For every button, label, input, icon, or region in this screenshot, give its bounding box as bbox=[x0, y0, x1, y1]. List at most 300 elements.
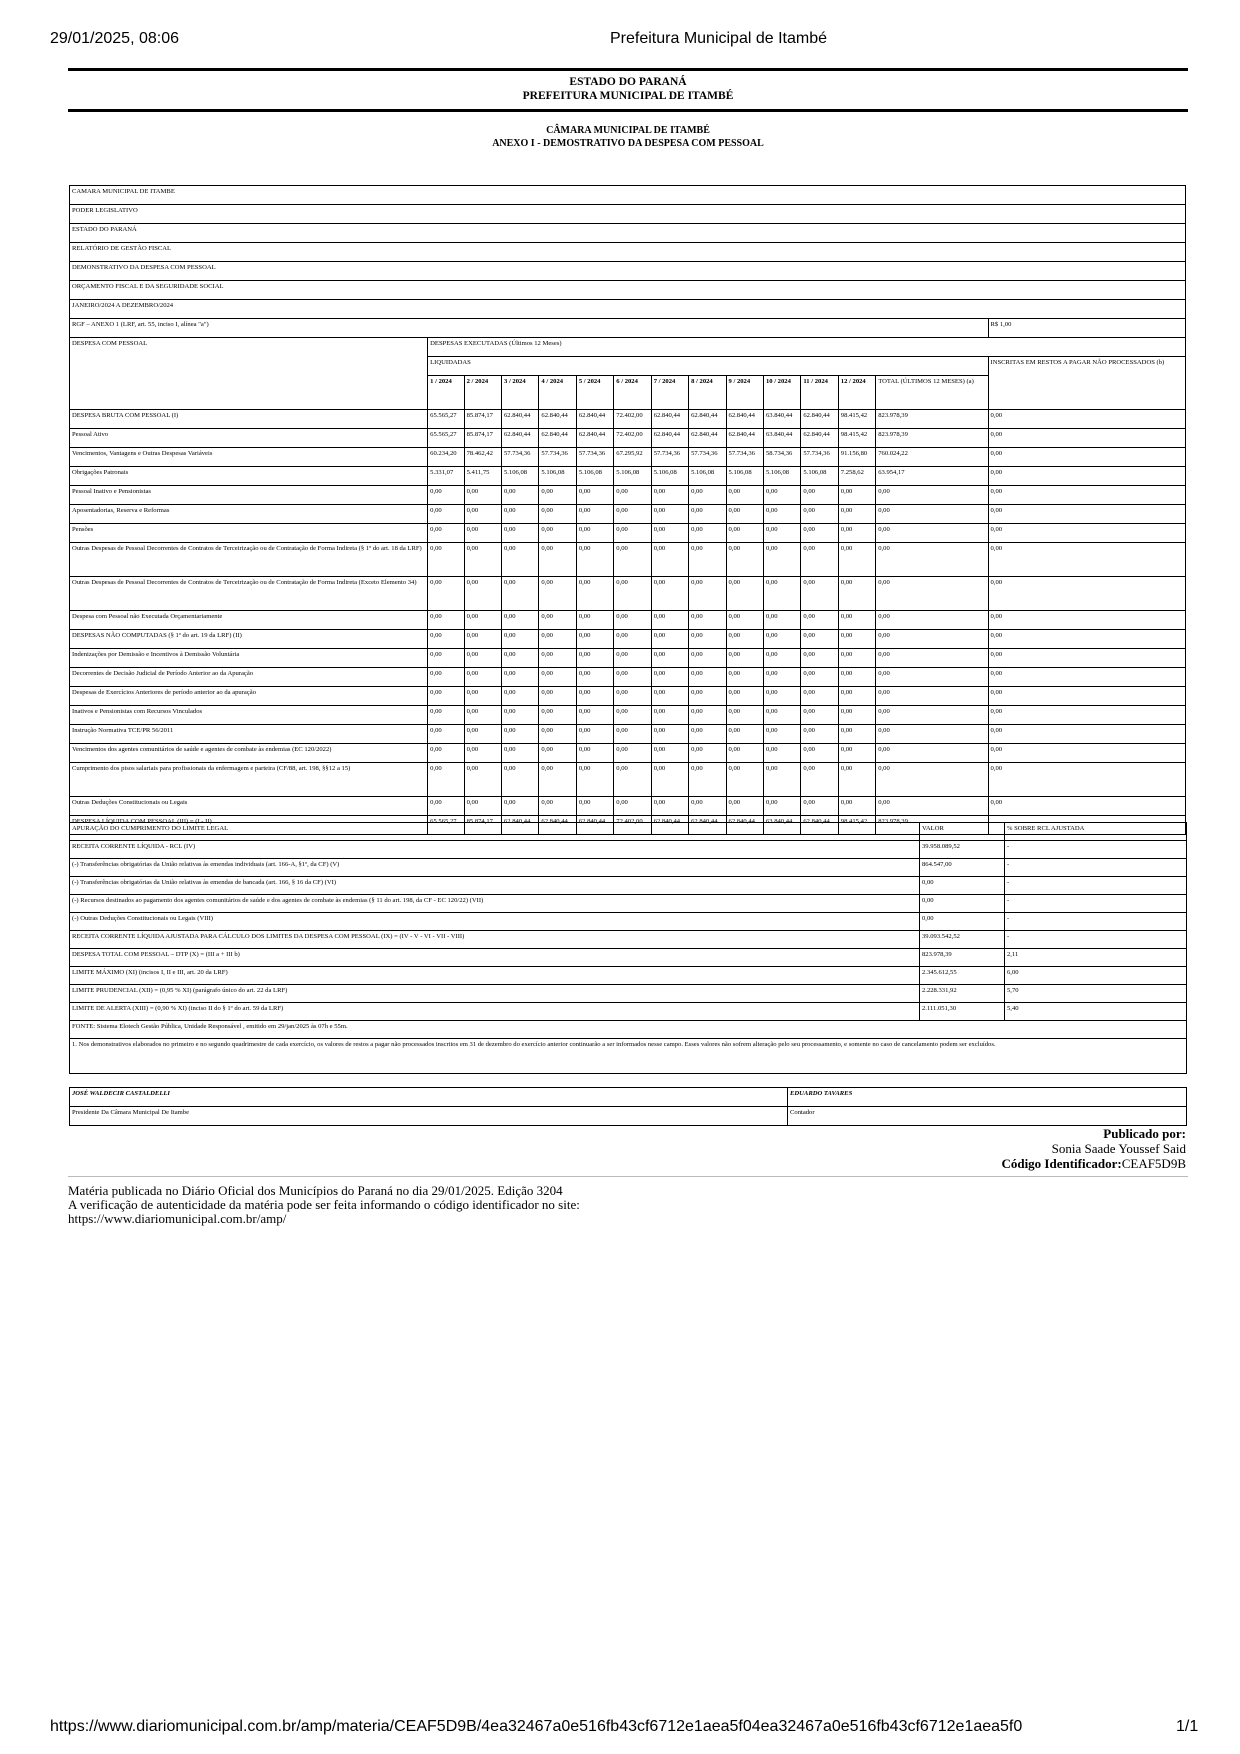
value-cell: 62.840,44 bbox=[689, 410, 726, 429]
footer-link[interactable]: https://www.diariomunicipal.com.br/amp/ bbox=[68, 1211, 287, 1226]
month-header: 9 / 2024 bbox=[726, 376, 763, 410]
value-cell: 57.734,36 bbox=[726, 448, 763, 467]
value-cell: 0,00 bbox=[464, 611, 501, 630]
value-cell: 0,00 bbox=[464, 668, 501, 687]
value-cell: 0,00 bbox=[801, 505, 838, 524]
value-cell: 0,00 bbox=[502, 543, 539, 577]
value-cell: 0,00 bbox=[726, 706, 763, 725]
info-cell: RELATÓRIO DE GESTÃO FISCAL bbox=[70, 243, 1186, 262]
value-cell: 0,00 bbox=[801, 577, 838, 611]
value-cell: 62.840,44 bbox=[726, 410, 763, 429]
value-cell: 91.156,80 bbox=[838, 448, 875, 467]
table-row bbox=[70, 611, 1186, 630]
value-cell: 0,00 bbox=[763, 706, 800, 725]
value-cell: 62.840,44 bbox=[502, 429, 539, 448]
table-row bbox=[70, 668, 1186, 687]
value-cell: 0,00 bbox=[464, 763, 501, 797]
value-cell: 0,00 bbox=[876, 649, 988, 668]
month-header: 3 / 2024 bbox=[502, 376, 539, 410]
value-cell: 7.258,62 bbox=[838, 467, 875, 486]
value-cell: 0,00 bbox=[801, 797, 838, 816]
value-cell: 0,00 bbox=[801, 543, 838, 577]
value-cell: 0,00 bbox=[539, 505, 576, 524]
limits-header bbox=[70, 823, 1187, 841]
month-header: 10 / 2024 bbox=[763, 376, 800, 410]
column-header: % SOBRE RCL AJUSTADA bbox=[1005, 823, 1187, 841]
value-cell: 0,00 bbox=[726, 797, 763, 816]
value-cell: 0,00 bbox=[763, 524, 800, 543]
value-cell: 0,00 bbox=[763, 687, 800, 706]
value-cell: 0,00 bbox=[651, 725, 688, 744]
value-cell: 62.840,44 bbox=[689, 816, 726, 835]
value-cell: 0,00 bbox=[726, 744, 763, 763]
value-cell: 0,00 bbox=[838, 524, 875, 543]
value-cell: 5.106,08 bbox=[539, 467, 576, 486]
source-note: FONTE: Sistema Elotech Gestão Pública, Unidade Responsável , emitido em 29/jan/2025 às 07h e 55m. bbox=[70, 1021, 1187, 1039]
limits-table bbox=[69, 822, 1187, 1074]
value-cell: 0,00 bbox=[539, 543, 576, 577]
value-cell: 0,00 bbox=[502, 486, 539, 505]
page-title: Prefeitura Municipal de Itambé bbox=[610, 30, 827, 47]
value-cell: 0,00 bbox=[801, 687, 838, 706]
value-cell: 0,00 bbox=[651, 687, 688, 706]
value-cell: 62.840,44 bbox=[576, 429, 613, 448]
row-label: Outras Despesas de Pessoal Decorrentes de Contratos de Terceirização ou de Contratação de Forma Indireta (§ 1º do art. 18 da LRF) bbox=[70, 543, 428, 577]
value-cell: 67.295,92 bbox=[614, 448, 651, 467]
value-cell: 0,00 bbox=[651, 543, 688, 577]
value-cell: 0,00 bbox=[428, 706, 464, 725]
column-header: DESPESAS EXECUTADAS (Últimos 12 Meses) bbox=[428, 338, 1186, 357]
row-label: DESPESA LÍQUIDA COM PESSOAL (III) = (I - II) bbox=[70, 816, 428, 835]
value-cell: 0,00 bbox=[689, 706, 726, 725]
doc-subheader bbox=[68, 124, 1188, 150]
divider bbox=[68, 1176, 1188, 1177]
value-cell: - bbox=[1005, 895, 1187, 913]
value-cell: 0,00 bbox=[651, 763, 688, 797]
value-cell: 63.840,44 bbox=[763, 816, 800, 835]
value-cell: 0,00 bbox=[576, 543, 613, 577]
value-cell: 5,40 bbox=[1005, 1003, 1187, 1021]
value-cell: 0,00 bbox=[838, 505, 875, 524]
value-cell: - bbox=[1005, 877, 1187, 895]
value-cell: 0,00 bbox=[428, 577, 464, 611]
month-header: 2 / 2024 bbox=[464, 376, 501, 410]
footer-line: Matéria publicada no Diário Oficial dos Municípios do Paraná no dia 29/01/2025. Edição 3204 bbox=[68, 1183, 563, 1198]
value-cell: 0,00 bbox=[502, 630, 539, 649]
note-row bbox=[70, 1039, 1187, 1074]
value-cell: 0,00 bbox=[689, 744, 726, 763]
table-row bbox=[70, 706, 1186, 725]
value-cell: 0,00 bbox=[428, 668, 464, 687]
value-cell: 0,00 bbox=[726, 611, 763, 630]
value-cell: 63.840,44 bbox=[763, 410, 800, 429]
value-cell: 0,00 bbox=[988, 649, 1185, 668]
value-cell: 0,00 bbox=[539, 524, 576, 543]
row-label: RECEITA CORRENTE LÍQUIDA - RCL (IV) bbox=[70, 841, 920, 859]
table-row bbox=[70, 467, 1186, 486]
value-cell: 0,00 bbox=[689, 763, 726, 797]
value-cell: 0,00 bbox=[726, 486, 763, 505]
value-cell: 0,00 bbox=[801, 611, 838, 630]
value-cell: 0,00 bbox=[689, 630, 726, 649]
value-cell: 0,00 bbox=[763, 649, 800, 668]
value-cell: 0,00 bbox=[614, 797, 651, 816]
value-cell: 0,00 bbox=[651, 630, 688, 649]
value-cell: 0,00 bbox=[801, 486, 838, 505]
value-cell: 2.228.331,92 bbox=[920, 985, 1005, 1003]
value-cell: 0,00 bbox=[763, 797, 800, 816]
value-cell: 0,00 bbox=[988, 725, 1185, 744]
value-cell: 39.093.542,52 bbox=[920, 931, 1005, 949]
source-row bbox=[70, 1021, 1187, 1039]
value-cell: 62.840,44 bbox=[689, 429, 726, 448]
value-cell: 65.565,27 bbox=[428, 429, 464, 448]
value-cell: 0,00 bbox=[539, 611, 576, 630]
value-cell: 0,00 bbox=[838, 611, 875, 630]
value-cell: 0,00 bbox=[763, 668, 800, 687]
value-cell: 0,00 bbox=[920, 913, 1005, 931]
value-cell: 0,00 bbox=[726, 668, 763, 687]
value-cell: 0,00 bbox=[576, 668, 613, 687]
value-cell: 0,00 bbox=[838, 687, 875, 706]
value-cell: 864.547,00 bbox=[920, 859, 1005, 877]
value-cell: 0,00 bbox=[576, 630, 613, 649]
value-cell: - bbox=[1005, 841, 1187, 859]
value-cell: 0,00 bbox=[920, 877, 1005, 895]
row-label: (-) Outras Deduções Constitucionais ou Legais (VIII) bbox=[70, 913, 920, 931]
value-cell: 0,00 bbox=[801, 725, 838, 744]
value-cell: 0,00 bbox=[876, 725, 988, 744]
value-cell: 0,00 bbox=[988, 668, 1185, 687]
prefecture-name: PREFEITURA MUNICIPAL DE ITAMBÉ bbox=[522, 90, 734, 102]
value-cell: 0,00 bbox=[763, 725, 800, 744]
row-label: Vencimentos dos agentes comunitários de saúde e agentes de combate às endemias (EC 120/2022) bbox=[70, 744, 428, 763]
value-cell: 0,00 bbox=[876, 744, 988, 763]
footer-line: A verificação de autenticidade da matéria pode ser feita informando o código identificador no site: bbox=[68, 1197, 580, 1212]
table-row bbox=[70, 524, 1186, 543]
value-cell: 0,00 bbox=[576, 524, 613, 543]
info-row bbox=[70, 243, 1186, 262]
value-cell: 5.106,08 bbox=[801, 467, 838, 486]
row-label: LIMITE PRUDENCIAL (XII) = (0,95 % XI) (parágrafo único do art. 22 da LRF) bbox=[70, 985, 920, 1003]
annex-title: ANEXO I - DEMOSTRATIVO DA DESPESA COM PESSOAL bbox=[492, 138, 764, 149]
row-label: DESPESA TOTAL COM PESSOAL – DTP (X) = (III a + III b) bbox=[70, 949, 920, 967]
value-cell: 0,00 bbox=[801, 630, 838, 649]
value-cell: 0,00 bbox=[614, 486, 651, 505]
table-row bbox=[70, 744, 1186, 763]
value-cell: 0,00 bbox=[614, 744, 651, 763]
value-cell: 0,00 bbox=[838, 486, 875, 505]
value-cell: 57.734,36 bbox=[801, 448, 838, 467]
table-row bbox=[70, 577, 1186, 611]
value-cell: 0,00 bbox=[920, 895, 1005, 913]
value-cell: 0,00 bbox=[502, 744, 539, 763]
value-cell: 0,00 bbox=[464, 744, 501, 763]
value-cell: 0,00 bbox=[726, 505, 763, 524]
value-cell: 0,00 bbox=[689, 524, 726, 543]
value-cell: 0,00 bbox=[763, 486, 800, 505]
value-cell: 0,00 bbox=[838, 706, 875, 725]
info-row bbox=[70, 262, 1186, 281]
value-cell: 0,00 bbox=[502, 797, 539, 816]
row-label: Indenizações por Demissão e Incentivos à Demissão Voluntária bbox=[70, 649, 428, 668]
value-cell: 2.111.051,30 bbox=[920, 1003, 1005, 1021]
value-cell: 0,00 bbox=[464, 797, 501, 816]
signatures-table bbox=[69, 1087, 1187, 1126]
value-cell: 0,00 bbox=[502, 505, 539, 524]
value-cell: 0,00 bbox=[614, 725, 651, 744]
page-url[interactable]: https://www.diariomunicipal.com.br/amp/materia/CEAF5D9B/4ea32467a0e516fb43cf6712e1aea5f04ea32467a0e516fb43cf6712e1aea5f0 bbox=[50, 1718, 1023, 1735]
value-cell: 0,00 bbox=[876, 797, 988, 816]
value-cell: 0,00 bbox=[876, 630, 988, 649]
value-cell: 0,00 bbox=[801, 524, 838, 543]
value-cell: 57.734,36 bbox=[689, 448, 726, 467]
value-cell: 0,00 bbox=[876, 543, 988, 577]
chamber-name: CÂMARA MUNICIPAL DE ITAMBÉ bbox=[546, 125, 710, 136]
value-cell: 0,00 bbox=[838, 630, 875, 649]
value-cell: 0,00 bbox=[726, 763, 763, 797]
value-cell: 0,00 bbox=[801, 763, 838, 797]
value-cell: 0,00 bbox=[576, 725, 613, 744]
value-cell: 0,00 bbox=[689, 505, 726, 524]
value-cell: 0,00 bbox=[576, 577, 613, 611]
value-cell: 57.734,36 bbox=[576, 448, 613, 467]
value-cell: 0,00 bbox=[763, 744, 800, 763]
value-cell: 0,00 bbox=[428, 725, 464, 744]
value-cell: 0,00 bbox=[763, 630, 800, 649]
publication-info bbox=[1001, 1126, 1186, 1171]
value-cell: 0,00 bbox=[428, 524, 464, 543]
value-cell: - bbox=[1005, 913, 1187, 931]
value-cell: 62.840,44 bbox=[651, 816, 688, 835]
value-cell: 0,00 bbox=[464, 706, 501, 725]
value-cell: 0,00 bbox=[464, 543, 501, 577]
value-cell: 0,00 bbox=[464, 524, 501, 543]
limits-row bbox=[70, 1003, 1187, 1021]
info-cell: DEMONSTRATIVO DA DESPESA COM PESSOAL bbox=[70, 262, 1186, 281]
value-cell: 0,00 bbox=[502, 577, 539, 611]
table-row bbox=[70, 649, 1186, 668]
value-cell: 0,00 bbox=[988, 706, 1185, 725]
month-header: 1 / 2024 bbox=[428, 376, 464, 410]
value-cell: 0,00 bbox=[576, 706, 613, 725]
value-cell: 0,00 bbox=[988, 687, 1185, 706]
info-cell: PODER LEGISLATIVO bbox=[70, 205, 1186, 224]
value-cell: 0,00 bbox=[651, 486, 688, 505]
code-label: Código Identificador: bbox=[1001, 1156, 1122, 1171]
table-row bbox=[70, 486, 1186, 505]
header-row bbox=[70, 338, 1186, 357]
value-cell: 0,00 bbox=[876, 505, 988, 524]
value-cell: 0,00 bbox=[502, 611, 539, 630]
value-cell: 0,00 bbox=[988, 611, 1185, 630]
value-cell: 0,00 bbox=[539, 797, 576, 816]
value-cell: 0,00 bbox=[689, 649, 726, 668]
value-cell: 0,00 bbox=[539, 668, 576, 687]
value-cell: 0,00 bbox=[539, 486, 576, 505]
limits-row bbox=[70, 985, 1187, 1003]
table-row bbox=[70, 725, 1186, 744]
month-header: 6 / 2024 bbox=[614, 376, 651, 410]
row-label: Pensões bbox=[70, 524, 428, 543]
row-label: Inativos e Pensionistas com Recursos Vinculados bbox=[70, 706, 428, 725]
row-label: DESPESA BRUTA COM PESSOAL (I) bbox=[70, 410, 428, 429]
value-cell: 0,00 bbox=[988, 486, 1185, 505]
value-cell: 0,00 bbox=[651, 505, 688, 524]
value-cell: 0,00 bbox=[876, 524, 988, 543]
value-cell: 0,00 bbox=[726, 649, 763, 668]
value-cell: 0,00 bbox=[651, 649, 688, 668]
table-row bbox=[70, 763, 1186, 797]
value-cell: 0,00 bbox=[539, 706, 576, 725]
value-cell: 0,00 bbox=[576, 505, 613, 524]
value-cell: 62.840,44 bbox=[576, 816, 613, 835]
value-cell: 0,00 bbox=[763, 611, 800, 630]
value-cell: 0,00 bbox=[838, 797, 875, 816]
value-cell: 62.840,44 bbox=[801, 816, 838, 835]
value-cell: 0,00 bbox=[988, 505, 1185, 524]
row-label: Pessoal Ativo bbox=[70, 429, 428, 448]
value-cell: 62.840,44 bbox=[539, 429, 576, 448]
value-cell: 2.345.612,55 bbox=[920, 967, 1005, 985]
value-cell: 0,00 bbox=[876, 763, 988, 797]
value-cell: 0,00 bbox=[502, 763, 539, 797]
value-cell: 0,00 bbox=[502, 668, 539, 687]
value-cell: 0,00 bbox=[539, 577, 576, 611]
value-cell: 0,00 bbox=[726, 524, 763, 543]
value-cell: 72.402,00 bbox=[614, 816, 651, 835]
value-cell: 0,00 bbox=[539, 687, 576, 706]
signer-name: EDUARDO TAVARES bbox=[788, 1088, 1187, 1107]
value-cell: 0,00 bbox=[876, 577, 988, 611]
value-cell: 0,00 bbox=[876, 668, 988, 687]
value-cell: 0,00 bbox=[502, 706, 539, 725]
value-cell: 823.978,39 bbox=[876, 429, 988, 448]
value-cell: 0,00 bbox=[838, 577, 875, 611]
value-cell: 72.402,00 bbox=[614, 410, 651, 429]
value-cell: 0,00 bbox=[876, 486, 988, 505]
value-cell: 0,00 bbox=[614, 763, 651, 797]
divider bbox=[68, 68, 1188, 71]
value-cell: 0,00 bbox=[988, 577, 1185, 611]
publisher-name: Sonia Saade Youssef Said bbox=[1051, 1141, 1186, 1156]
value-cell: 5.106,08 bbox=[502, 467, 539, 486]
value-cell: 85.874,17 bbox=[464, 816, 501, 835]
value-cell: 0,00 bbox=[876, 706, 988, 725]
signer-name: JOSÉ WALDECIR CASTALDELLI bbox=[70, 1088, 788, 1107]
value-cell: 0,00 bbox=[838, 649, 875, 668]
value-cell: 0,00 bbox=[576, 797, 613, 816]
value-cell: 0,00 bbox=[988, 744, 1185, 763]
value-cell: 0,00 bbox=[614, 687, 651, 706]
expense-table bbox=[69, 185, 1186, 835]
limits-row bbox=[70, 931, 1187, 949]
value-cell: 0,00 bbox=[651, 577, 688, 611]
value-cell: 0,00 bbox=[876, 611, 988, 630]
value-cell: 5.106,08 bbox=[726, 467, 763, 486]
divider bbox=[68, 109, 1188, 112]
value-cell: 0,00 bbox=[689, 668, 726, 687]
value-cell: 62.840,44 bbox=[726, 816, 763, 835]
month-header: 11 / 2024 bbox=[801, 376, 838, 410]
value-cell: 0,00 bbox=[502, 687, 539, 706]
state-name: ESTADO DO PARANÁ bbox=[569, 76, 687, 88]
row-label: (-) Transferências obrigatórias da União relativas às emendas de bancada (art. 166, § 16 da CF) (VI) bbox=[70, 877, 920, 895]
value-cell: 5.106,08 bbox=[614, 467, 651, 486]
value-cell: 823.978,39 bbox=[876, 410, 988, 429]
column-header: INSCRITAS EM RESTOS A PAGAR NÃO PROCESSADOS (b) bbox=[988, 357, 1185, 410]
value-cell: 823.978,39 bbox=[920, 949, 1005, 967]
value-cell: 0,00 bbox=[988, 630, 1185, 649]
value-cell: 62.840,44 bbox=[539, 816, 576, 835]
value-cell: 0,00 bbox=[651, 797, 688, 816]
value-cell: 0,00 bbox=[428, 797, 464, 816]
table-row bbox=[70, 543, 1186, 577]
row-label: DESPESAS NÃO COMPUTADAS (§ 1º do art. 19 da LRF) (II) bbox=[70, 630, 428, 649]
info-cell: ORÇAMENTO FISCAL E DA SEGURIDADE SOCIAL bbox=[70, 281, 1186, 300]
value-cell: 0,00 bbox=[689, 797, 726, 816]
value-cell: 0,00 bbox=[651, 706, 688, 725]
value-cell: 0,00 bbox=[651, 611, 688, 630]
value-cell: 0,00 bbox=[689, 687, 726, 706]
value-cell: 0,00 bbox=[428, 649, 464, 668]
column-header: DESPESA COM PESSOAL bbox=[70, 338, 428, 410]
value-cell: 62.840,44 bbox=[502, 410, 539, 429]
row-label: Vencimentos, Vantagens e Outras Despesas Variáveis bbox=[70, 448, 428, 467]
value-cell: 5.106,08 bbox=[689, 467, 726, 486]
info-row bbox=[70, 205, 1186, 224]
value-cell: 0,00 bbox=[614, 611, 651, 630]
limits-row bbox=[70, 967, 1187, 985]
value-cell: 0,00 bbox=[988, 410, 1185, 429]
value-cell: 0,00 bbox=[464, 630, 501, 649]
publication-footer bbox=[68, 1184, 580, 1226]
value-cell: 0,00 bbox=[614, 668, 651, 687]
value-cell: 62.840,44 bbox=[576, 410, 613, 429]
column-header: VALOR bbox=[920, 823, 1005, 841]
value-cell: 0,00 bbox=[838, 668, 875, 687]
value-cell: 0,00 bbox=[428, 687, 464, 706]
row-label: Outras Despesas de Pessoal Decorrentes de Contratos de Terceirização ou de Contratação de Forma Indireta (Exceto Elemento 34) bbox=[70, 577, 428, 611]
value-cell: 6,00 bbox=[1005, 967, 1187, 985]
value-cell: 85.874,17 bbox=[464, 410, 501, 429]
limits-row bbox=[70, 841, 1187, 859]
signer-role: Contador bbox=[788, 1107, 1187, 1126]
row-label: RECEITA CORRENTE LÍQUIDA AJUSTADA PARA CÁLCULO DOS LIMITES DA DESPESA COM PESSOAL (IX) = (IV - V - VI - VII - VIII) bbox=[70, 931, 920, 949]
value-cell: 58.734,36 bbox=[763, 448, 800, 467]
info-row bbox=[70, 300, 1186, 319]
info-cell: JANEIRO/2024 A DEZEMBRO/2024 bbox=[70, 300, 1186, 319]
value-cell: 0,00 bbox=[726, 577, 763, 611]
value-cell: 0,00 bbox=[801, 744, 838, 763]
month-header: 4 / 2024 bbox=[539, 376, 576, 410]
value-cell: 0,00 bbox=[576, 486, 613, 505]
table-row bbox=[70, 410, 1186, 429]
month-header: 5 / 2024 bbox=[576, 376, 613, 410]
value-cell: 0,00 bbox=[614, 505, 651, 524]
value-cell: 0,00 bbox=[614, 630, 651, 649]
value-cell: 5.106,08 bbox=[576, 467, 613, 486]
row-label: Aposentadorias, Reserva e Reformas bbox=[70, 505, 428, 524]
value-cell: 39.958.089,52 bbox=[920, 841, 1005, 859]
value-cell: 0,00 bbox=[576, 649, 613, 668]
value-cell: 65.565,27 bbox=[428, 816, 464, 835]
row-label: Instrução Normativa TCE/PR 56/2011 bbox=[70, 725, 428, 744]
row-label: (-) Recursos destinados ao pagamento dos agentes comunitários de saúde e dos agentes de combate às endemias (§ 11 do art. 198, da CF - EC 120/22) (VII) bbox=[70, 895, 920, 913]
value-cell: 0,00 bbox=[988, 543, 1185, 577]
rgf-label: RGF – ANEXO 1 (LRF, art. 55, inciso I, alínea "a") bbox=[70, 319, 989, 338]
value-cell: 0,00 bbox=[988, 797, 1185, 816]
